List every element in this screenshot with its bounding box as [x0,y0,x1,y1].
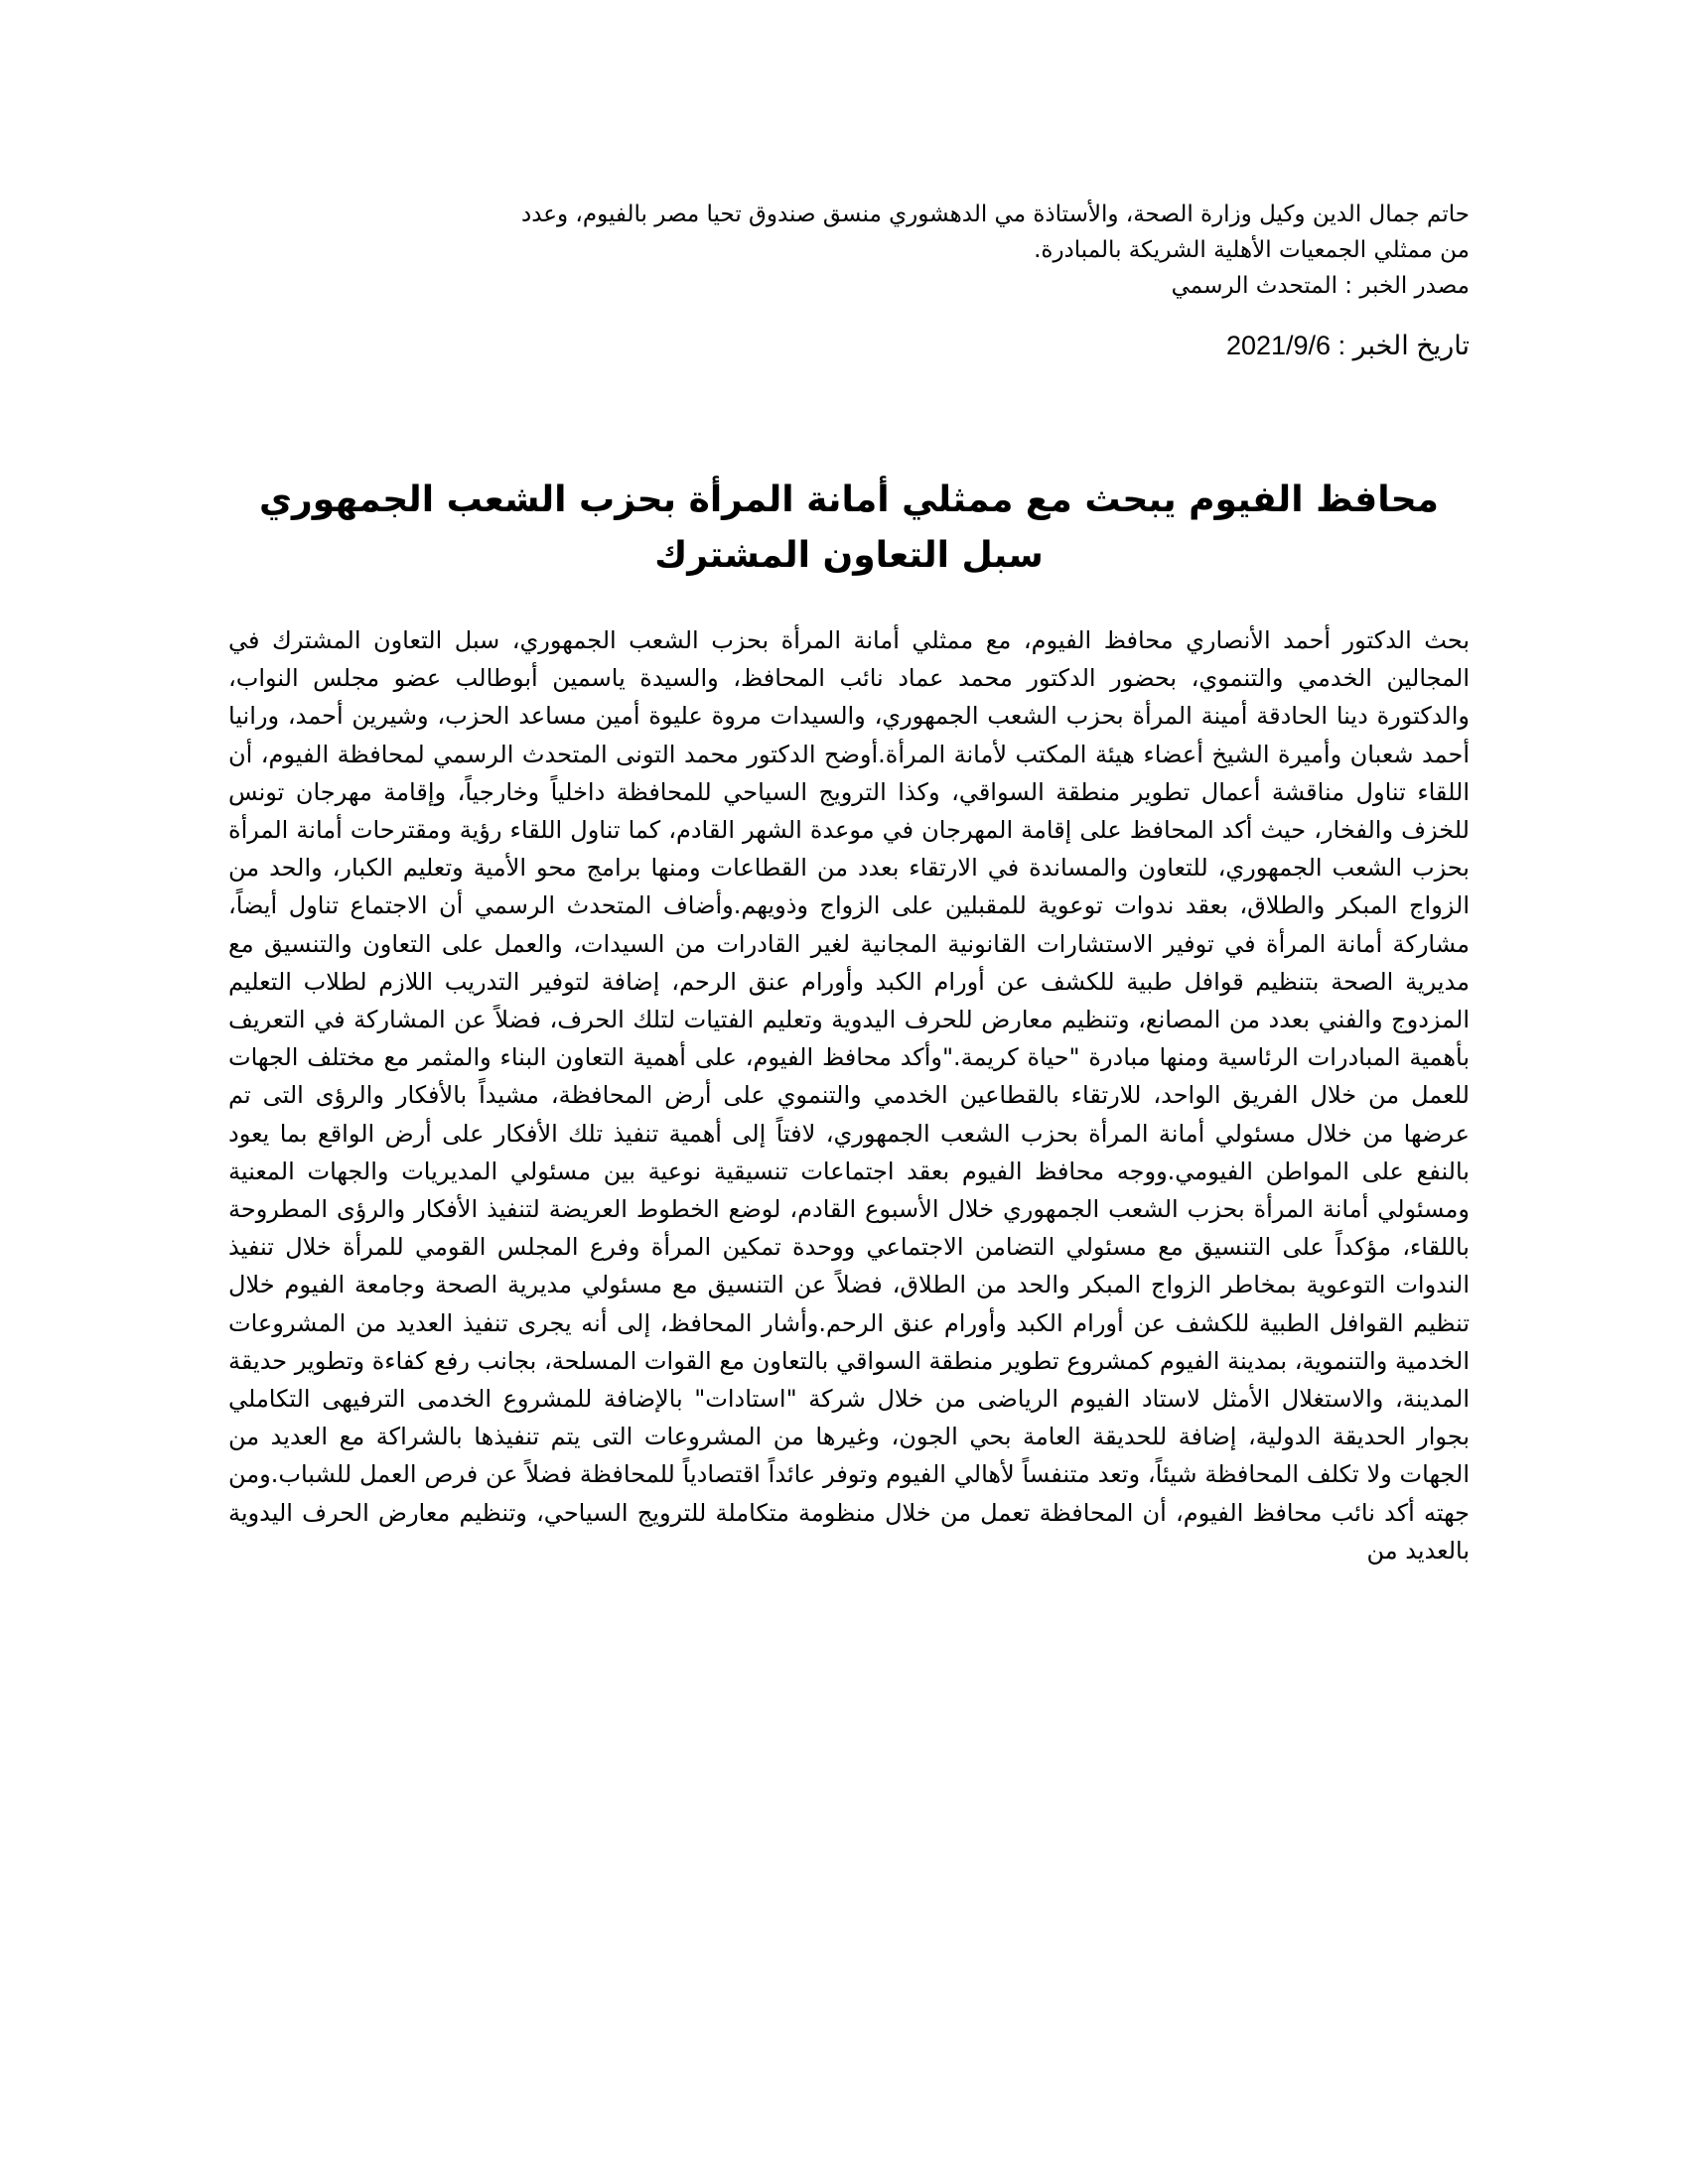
news-date-value: 2021/9/6 [1225,331,1332,360]
intro-line-1: حاتم جمال الدين وكيل وزارة الصحة، والأستاذة مي الدهشوري منسق صندوق تحيا مصر بالفيوم، وعدد [520,202,1470,227]
article-headline: محافظ الفيوم يبحث مع ممثلي أمانة المرأة بحزب الشعب الجمهوري سبل التعاون المشترك [259,479,1439,576]
news-date [228,326,1470,365]
news-source: مصدر الخبر : المتحدث الرسمي [1171,273,1470,299]
document-content [228,197,1470,1593]
intro-line-2: من ممثلي الجمعيات الأهلية الشريكة بالمبادرة. [1034,237,1470,263]
news-date-label: تاريخ الخبر : [1337,331,1470,360]
article-body: بحث الدكتور أحمد الأنصاري محافظ الفيوم، مع ممثلي أمانة المرأة بحزب الشعب الجمهوري، سبل التعاون المشترك في المجالين الخدمي والتنموي، بحضور الدكتور محمد عماد نائب المحافظ، والسيدة ياسمين أبوطالب عضو مجلس النواب، والدكتورة دينا الحادقة أمينة المرأة بحزب الشعب الجمهوري، والسيدات مروة عليوة أمين مساعد الحزب، وشيرين أحمد، ورانيا أحمد شعبان وأميرة الشيخ أعضاء هيئة المكتب لأمانة المرأة.أوضح الدكتور محمد التونى المتحدث الرسمي لمحافظة الفيوم، أن اللقاء تناول مناقشة أعمال تطوير منطقة السواقي، وكذا الترويج السياحي للمحافظة داخلياً وخارجياً، وإقامة مهرجان تونس للخزف والفخار، حيث أكد المحافظ على إقامة المهرجان في موعدة الشهر القادم، كما تناول اللقاء رؤية ومقترحات أمانة المرأة بحزب الشعب الجمهوري، للتعاون والمساندة في الارتقاء بعدد من القطاعات ومنها برامج محو الأمية وتعليم الكبار، والحد من الزواج المبكر والطلاق، بعقد ندوات توعوية للمقبلين على الزواج وذويهم.وأضاف المتحدث الرسمي أن الاجتماع تناول أيضاً، مشاركة أمانة المرأة في توفير الاستشارات القانونية المجانية لغير القادرات من السيدات، والعمل على التعاون والتنسيق مع مديرية الصحة بتنظيم قوافل طبية للكشف عن أورام الكبد وأورام عنق الرحم، إضافة لتوفير التدريب اللازم لطلاب التعليم المزدوج والفني بعدد من المصانع، وتنظيم معارض للحرف اليدوية وتعليم الفتيات لتلك الحرف، فضلاً عن المشاركة في التعريف بأهمية المبادرات الرئاسية ومنها مبادرة "حياة كريمة."وأكد محافظ الفيوم، على أهمية التعاون البناء والمثمر مع مختلف الجهات للعمل من خلال الفريق الواحد، للارتقاء بالقطاعين الخدمي والتنموي على أرض المحافظة، مشيداً بالأفكار والرؤى التى تم عرضها من خلال مسئولي أمانة المرأة بحزب الشعب الجمهوري، لافتاً إلى أهمية تنفيذ تلك الأفكار على أرض الواقع بما يعود بالنفع على المواطن الفيومي.ووجه محافظ الفيوم بعقد اجتماعات تنسيقية نوعية بين مسئولي المديريات والجهات المعنية ومسئولي أمانة المرأة بحزب الشعب الجمهوري خلال الأسبوع القادم، لوضع الخطوط العريضة لتنفيذ الأفكار والرؤى المطروحة باللقاء، مؤكداً على التنسيق مع مسئولي التضامن الاجتماعي ووحدة تمكين المرأة وفرع المجلس القومي للمرأة خلال تنفيذ الندوات التوعوية بمخاطر الزواج المبكر والحد من الطلاق، فضلاً عن التنسيق مع مسئولي مديرية الصحة وجامعة الفيوم خلال تنظيم القوافل الطبية للكشف عن أورام الكبد وأورام عنق الرحم.وأشار المحافظ، إلى أنه يجرى تنفيذ العديد من المشروعات الخدمية والتنموية، بمدينة الفيوم كمشروع تطوير منطقة السواقي بالتعاون مع القوات المسلحة، بجانب رفع كفاءة وتطوير حديقة المدينة، والاستغلال الأمثل لاستاد الفيوم الرياضى من خلال شركة "استادات" بالإضافة للمشروع الخدمى الترفيهى التكاملي بجوار الحديقة الدولية، إضافة للحديقة العامة بحي الجون، وغيرها من المشروعات التى يتم تنفيذها بالشراكة مع العديد من الجهات ولا تكلف المحافظة شيئاً، وتعد متنفساً لأهالي الفيوم وتوفر عائداً اقتصادياً للمحافظة فضلاً عن فرص العمل للشباب.ومن جهته أكد نائب محافظ الفيوم، أن المحافظة تعمل من خلال منظومة متكاملة للترويج السياحي، وتنظيم معارض الحرف اليدوية بالعديد من [228,626,1470,1565]
